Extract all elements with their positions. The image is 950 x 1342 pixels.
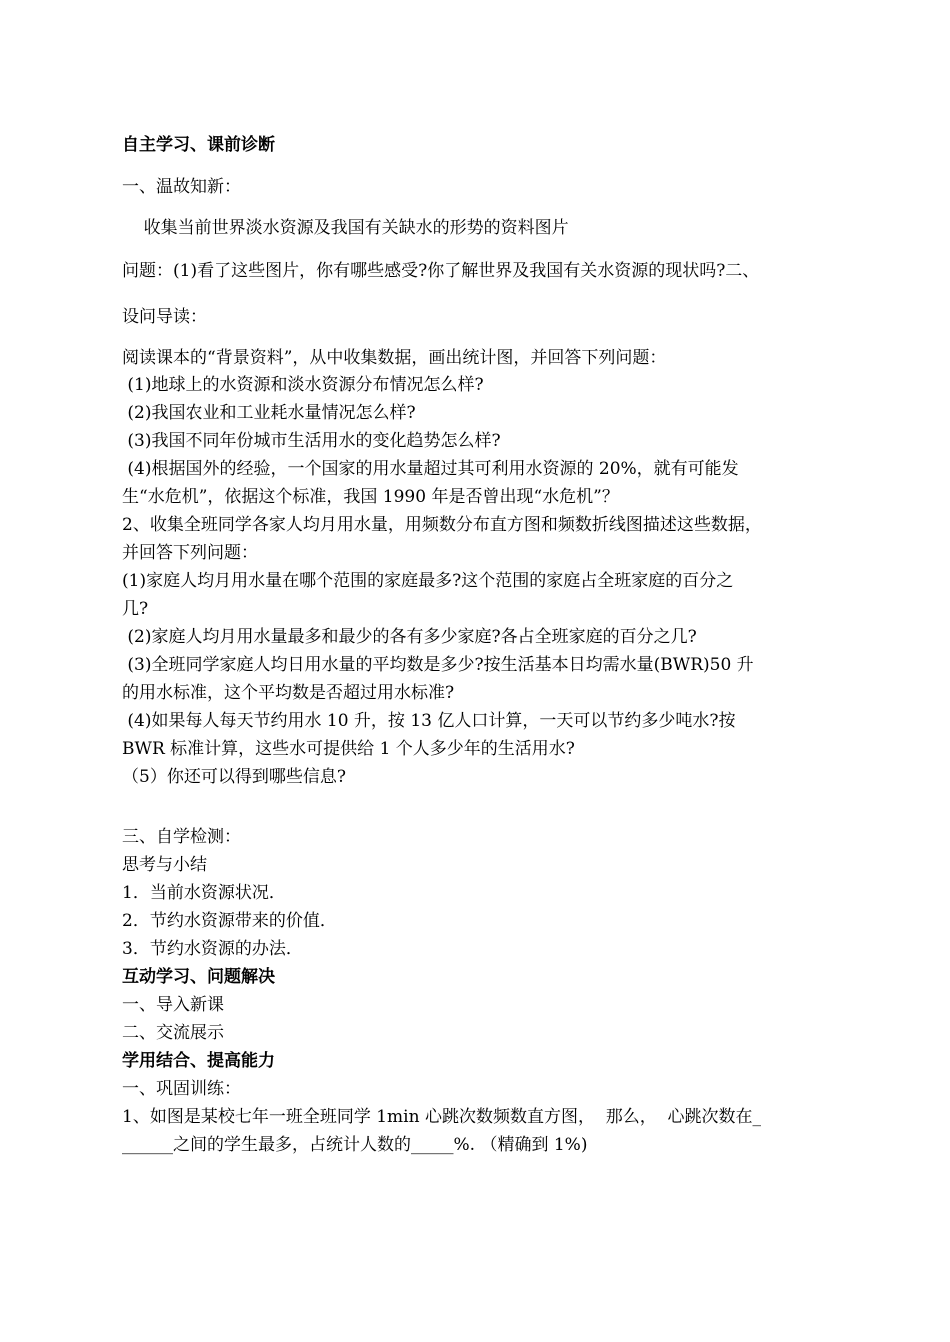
question-line: (3)我国不同年份城市生活用水的变化趋势怎么样? bbox=[122, 431, 501, 451]
list-item: 1．当前水资源状况． bbox=[122, 883, 286, 903]
question-line: (1)家庭人均月用水量在哪个范围的家庭最多?这个范围的家庭占全班家庭的百分之 bbox=[122, 571, 734, 591]
question-line: 生“水危机”，依据这个标准，我国 1990 年是否曾出现“水危机”？ bbox=[122, 487, 619, 507]
list-item: 2．节约水资源带来的价值． bbox=[122, 911, 337, 931]
question-line: (2)家庭人均月用水量最多和最少的各有多少家庭?各占全班家庭的百分之几? bbox=[122, 627, 697, 647]
list-item: 3．节约水资源的办法． bbox=[122, 939, 303, 959]
paragraph-line: 阅读课本的“背景资料”，从中收集数据，画出统计图，并回答下列问题： bbox=[122, 348, 667, 368]
paragraph-line: 思考与小结 bbox=[122, 855, 207, 875]
question-line: （5）你还可以得到哪些信息? bbox=[122, 767, 346, 787]
paragraph-line: 收集当前世界淡水资源及我国有关缺水的形势的资料图片 bbox=[122, 218, 569, 238]
subsection-heading: 一、巩固训练： bbox=[122, 1079, 241, 1099]
question-line: 几? bbox=[122, 599, 149, 619]
subsection-heading: 一、导入新课 bbox=[122, 995, 224, 1015]
question-line: ______之间的学生最多，占统计人数的_____%. （精确到 1%) bbox=[122, 1135, 588, 1155]
question-line: 1、如图是某校七年一班全班同学 1min 心跳次数频数直方图， 那么， 心跳次数在_ bbox=[122, 1107, 762, 1127]
paragraph-line: 问题：(1)看了这些图片，你有哪些感受?你了解世界及我国有关水资源的现状吗?二、 bbox=[122, 261, 760, 281]
question-line: 的用水标准，这个平均数是否超过用水标准? bbox=[122, 683, 455, 703]
subsection-heading: 二、交流展示 bbox=[122, 1023, 224, 1043]
paragraph-line: 2、收集全班同学各家人均月用水量，用频数分布直方图和频数折线图描述这些数据， bbox=[122, 515, 762, 535]
subsection-heading: 三、自学检测： bbox=[122, 827, 241, 847]
paragraph-line: 并回答下列问题： bbox=[122, 543, 258, 563]
question-line: (4)如果每人每天节约用水 10 升，按 13 亿人口计算，一天可以节约多少吨水?按 bbox=[122, 711, 736, 731]
question-line: (1)地球上的水资源和淡水资源分布情况怎么样? bbox=[122, 375, 484, 395]
subsection-heading: 设问导读： bbox=[122, 307, 207, 327]
question-line: (3)全班同学家庭人均日用水量的平均数是多少?按生活基本日均需水量(BWR)50 升 bbox=[122, 655, 754, 675]
subsection-heading: 一、温故知新： bbox=[122, 177, 241, 197]
question-line: BWR 标准计算，这些水可提供给 1 个人多少年的生活用水? bbox=[122, 739, 575, 759]
section-heading: 学用结合、提高能力 bbox=[122, 1051, 275, 1071]
section-heading: 自主学习、课前诊断 bbox=[122, 135, 275, 155]
section-heading: 互动学习、问题解决 bbox=[122, 967, 275, 987]
question-line: (4)根据国外的经验，一个国家的用水量超过其可利用水资源的 20%，就有可能发 bbox=[122, 459, 739, 479]
question-line: (2)我国农业和工业耗水量情况怎么样? bbox=[122, 403, 416, 423]
